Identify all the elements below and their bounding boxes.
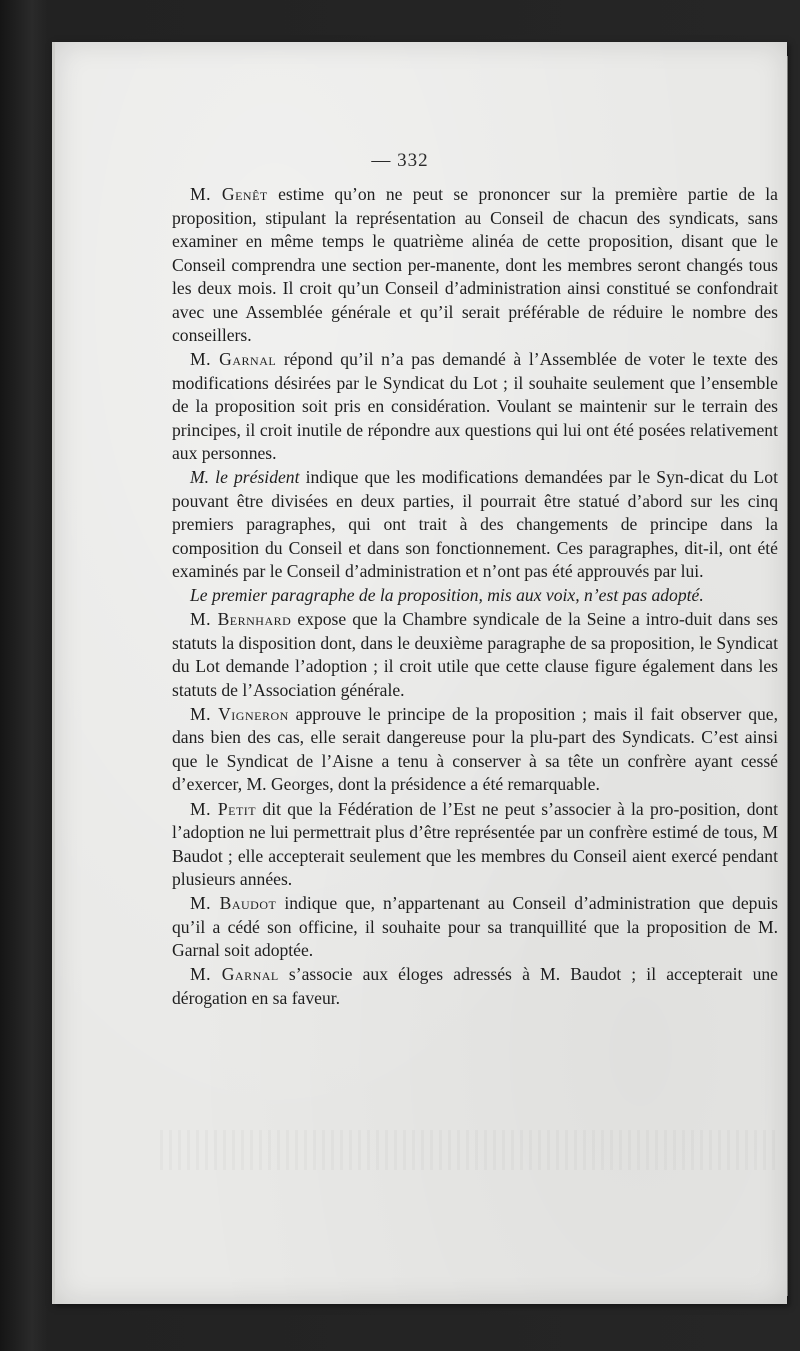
paragraph-baudot <box>172 892 778 963</box>
paragraph-text: expose que la Chambre syndicale de la Seine a intro-duit dans ses statuts la disposition dont, dans le deuxième paragraphe de sa proposition, le Syndicat du Lot demande l’adoption ; il croit utile que cette clause figure également dans les statuts de l’Association générale. <box>172 609 778 700</box>
page-number: — 332 <box>371 150 429 171</box>
paragraph-text: indique que les modifications demandées par le Syn-dicat du Lot pouvant être divisées en deux parties, il pourrait être statué d’abord sur les cinq premiers paragraphes, qui ont trait à des changements de principe dans la composition du Conseil et dans son fonctionnement. Ces paragraphes, dit-il, ont été examinés par le Conseil d’administration et n’ont pas été approuvés par lui. <box>172 467 778 582</box>
page-body <box>172 183 778 1011</box>
paragraph-petit <box>172 798 778 892</box>
paragraph-text: approuve le principe de la proposition ; mais il fait observer que, dans bien des cas, elle serait dangereuse pour la plu-part des Syndicats. C’est ainsi que le Syndicat de l’Aisne a tenu à conserver à sa tête un confrère ayant cessé d’exercer, M. Georges, dont la présidence a été remarquable. <box>172 703 778 795</box>
paragraph-garnal-1 <box>172 348 778 466</box>
speaker-name: M. Vigneron <box>190 703 289 724</box>
paragraph-text: s’associe aux éloges adressés à M. Baudot ; il accepterait une dérogation en sa faveur. <box>172 964 778 1008</box>
speaker-name: M. le président <box>190 467 300 488</box>
paragraph-text: estime qu’on ne peut se prononcer sur la première partie de la proposition, stipulant la représentation au Conseil de chacun des syndicats, sans examiner en même temps le quatrième alinéa de cette proposition, disant que le Conseil comprendra une section per-manente, dont les membres seront changés tous les deux mois. Il croit qu’un Conseil d’administration ainsi constitué se confondrait avec une Assemblée générale et qu’il serait préférable de réduire le nombre des conseillers. <box>172 184 778 345</box>
speaker-name: M. Baudot <box>190 893 277 914</box>
speaker-name: M. Garnal <box>190 964 279 985</box>
paragraph-text: dit que la Fédération de l’Est ne peut s’associer à la pro-position, dont l’adoption ne lui permettrait plus d’être représentée par un confrère estimé de tous, M Baudot ; elle accepterait seulement que les membres du Conseil aient exercé pendant plusieurs années. <box>172 798 778 890</box>
resolution-vote: Le premier paragraphe de la proposition, mis aux voix, n’est pas adopté. <box>190 585 704 606</box>
paragraph-president <box>172 466 778 584</box>
paragraph-bernhard <box>172 608 778 702</box>
bleed-through-stain <box>160 1130 780 1170</box>
speaker-name: M. Petit <box>190 798 257 819</box>
speaker-name: M. Bernhard <box>190 609 292 630</box>
paragraph-vigneron <box>172 703 778 797</box>
paragraph-garnal-2 <box>172 963 778 1010</box>
paragraph-genet <box>172 183 778 348</box>
paragraph-text: indique que, n’appartenant au Conseil d’administration que depuis qu’il a cédé son officine, il souhaite pour sa tranquillité que la proposition de M. Garnal soit adoptée. <box>172 893 778 961</box>
speaker-name: M. Genêt <box>190 184 268 204</box>
speaker-name: M. Garnal <box>190 349 277 370</box>
paragraph-text: répond qu’il n’a pas demandé à l’Assemblée de voter le texte des modifications désirées par le Syndicat du Lot ; il souhaite seulement que l’ensemble de la proposition soit pris en considération. Voulant se maintenir sur le terrain des principes, il croit inutile de répondre aux questions qui lui ont été posées relativement aux personnes. <box>172 349 778 464</box>
